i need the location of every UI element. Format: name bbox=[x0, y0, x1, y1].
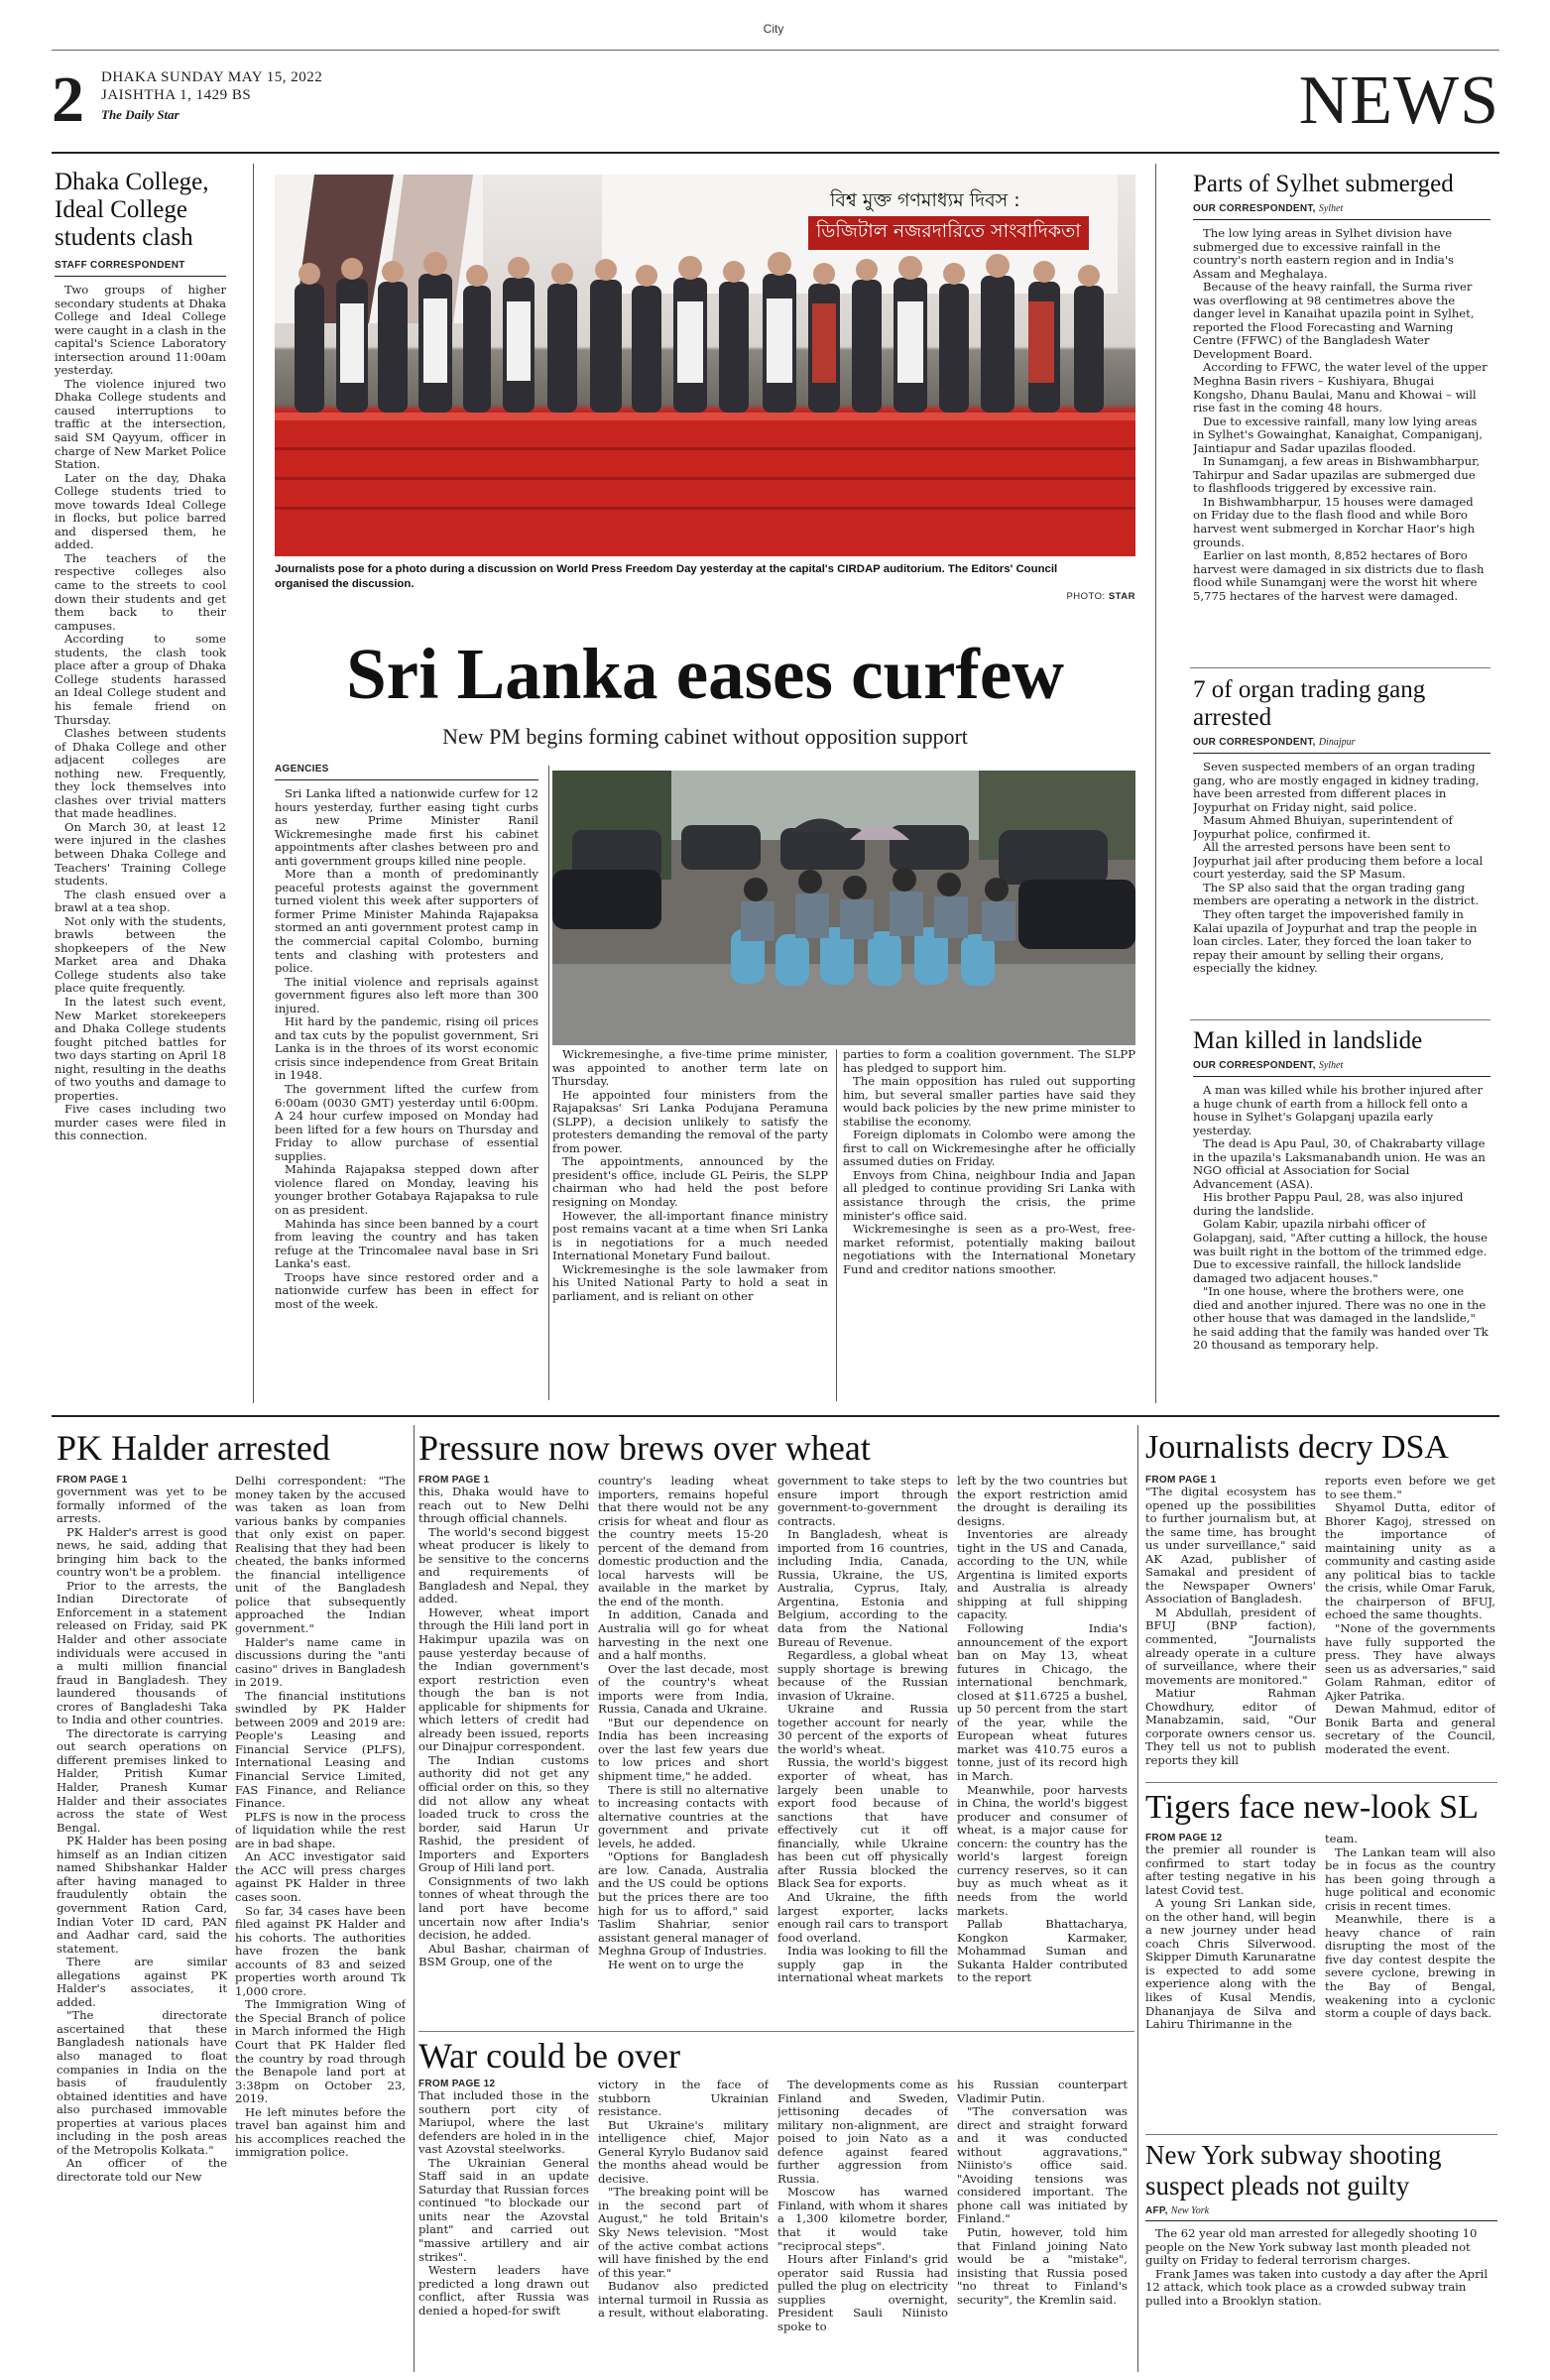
paragraph: The developments come as Finland and Sweden, jettisoning decades of military non-alignment, are poised to join Nato as a defence against feared further aggression from Russia. bbox=[777, 2079, 948, 2186]
section-title: NEWS bbox=[1298, 62, 1499, 139]
paragraph: Matiur Rahman Chowdhury, editor of Manabzamin, said, "Our corporate owners censor us. They tell us not to publish reports they kill bbox=[1145, 1686, 1316, 1767]
paragraph: reports even before we get to see them." bbox=[1325, 1475, 1495, 1501]
paragraph: So far, 34 cases have been filed against PK Halder and his cohorts. The authorities have frozen the bank accounts of 83 and seized properties worth around Tk 1,000 crore. bbox=[235, 1903, 406, 1998]
paragraph: However, wheat import through the Hili land port in Hakimpur upazila was on pause yesterday because of the Indian government's export restriction even though the ban is not applicable for shipments for which letters of credit had already been issued, reports our Dinajpur correspondent. bbox=[418, 1605, 589, 1754]
dsa-col-1 bbox=[1145, 1475, 1316, 1777]
paragraph: government to take steps to ensure import through government-to-government contracts. bbox=[777, 1475, 948, 1528]
paragraph: All the arrested persons have been sent to Joypurhat jail after producing them before a local court yesterday, said the SP Masum. bbox=[1193, 840, 1484, 882]
sri-lanka-col-1 bbox=[275, 764, 538, 1408]
paragraph: The clash ensued over a brawl at a tea shop. bbox=[55, 887, 226, 915]
paragraph: "Options for Bangladesh are low. Canada, Australia and the US could be options but the prices there are too high for us to afford," said Taslim Shahriar, senior assistant general manager of Meghna Group of Industries. bbox=[598, 1849, 769, 1959]
paragraph: this, Dhaka would have to reach out to New Delhi through official channels. bbox=[418, 1485, 589, 1526]
war-col-2 bbox=[598, 2079, 769, 2372]
article-sylhet bbox=[1193, 171, 1490, 670]
paragraph: Golam Kabir, upazila nirbahi officer of Golapganj, said, "After cutting a hillock, the house was built right in the bottom of the trimmed edge. Due to excessive rainfall, the hillock landslide damaged two adjacent houses." bbox=[1193, 1217, 1488, 1285]
paragraph: His brother Pappu Paul, 28, was also injured during the landslide. bbox=[1193, 1190, 1464, 1218]
paragraph: That included those in the southern port city of Mariupol, where the last defenders are holed in in the vast Azovstal steelworks. bbox=[418, 2088, 589, 2157]
wheat-col-4 bbox=[957, 1475, 1128, 2026]
paragraph: his Russian counterpart Vladimir Putin. bbox=[957, 2079, 1128, 2105]
photo-credit bbox=[992, 591, 1135, 602]
tigers-col-1 bbox=[1145, 1833, 1316, 2130]
paragraph: The directorate is carrying out search operations on different premises linked to Halder, Pritish Kumar Halder, Pranesh Kumar Halder and their associates across the state of West Bengal. bbox=[57, 1726, 227, 1835]
press-freedom-photo bbox=[275, 175, 1135, 556]
paragraph: The Lankan team will also be in focus as the country has been going through a huge political and economic crisis in recent times. bbox=[1325, 1844, 1495, 1913]
paragraph: Envoys from China, neighbour India and Japan all pledged to continue providing Sri Lanka with assistance through the crisis, the prime minister's office said. bbox=[843, 1167, 1135, 1223]
paragraph: "The digital ecosystem has opened up the possibilities to further journalism but, at the same time, has brought us under surveillance," said AK Azad, publisher of Samakal and president of the Newspaper Owners' Association of Bangladesh. bbox=[1145, 1485, 1316, 1606]
paragraph: Regardless, a global wheat supply shortage is brewing because of the Russian invasion of Ukraine. bbox=[777, 1648, 948, 1703]
paragraph: India was looking to fill the supply gap in the international wheat markets bbox=[777, 1944, 948, 1985]
paragraph: The low lying areas in Sylhet division have submerged due to excessive rainfall in the country's north eastern region and in India's Assam and Meghalaya. bbox=[1193, 226, 1454, 281]
paragraph: Frank James was taken into custody a day after the April 12 attack, which took place as a crowded subway train pulled into a Brooklyn station. bbox=[1145, 2266, 1489, 2308]
pk-halder-col-2 bbox=[235, 1475, 406, 2372]
paragraph: He appointed four ministers from the Rajapaksas' Sri Lanka Podujana Peramuna (SLPP), a decision unlikely to satisfy the protesters demanding the removal of the party from power. bbox=[552, 1087, 828, 1155]
paragraph: The appointments, announced by the president's office, include GL Peiris, the SLPP chairman who had held the post before resigning on Monday. bbox=[552, 1154, 828, 1210]
paragraph: Dewan Mahmud, editor of Bonik Barta and general secretary of the Council, moderated the event. bbox=[1325, 1702, 1495, 1756]
war-col-1 bbox=[418, 2079, 589, 2372]
paragraph: The initial violence and reprisals against government figures also left more than 300 injured. bbox=[275, 974, 538, 1015]
from-page: FROM PAGE 1 bbox=[57, 1475, 128, 1486]
paper-name-logo: The Daily Star bbox=[101, 107, 179, 122]
paragraph: the premier all rounder is confirmed to start today after testing negative in his latest Covid test. bbox=[1145, 1843, 1316, 1897]
paragraph: Following India's announcement of the export ban on May 13, wheat futures in Chicago, the international benchmark, closed at $11.6725 a bushel, up 50 percent from the start of the year, while the European wheat futures market was 410.75 euros a tonne, just of its record high in March. bbox=[957, 1621, 1128, 1784]
byline bbox=[1193, 737, 1490, 754]
paragraph: Foreign diplomats in Colombo were among the first to call on Wickremesinghe after he officially assumed duties on Friday. bbox=[843, 1128, 1135, 1169]
paragraph: An officer of the directorate told our New bbox=[57, 2156, 227, 2184]
paragraph: Wickremesinghe is the sole lawmaker from his United National Party to hold a seat in parliament, and is reliant on other bbox=[552, 1261, 828, 1303]
article-organ-trading bbox=[1193, 676, 1490, 1023]
paragraph: But Ukraine's military intelligence chief, Major General Kyrylo Budanov said the months ahead would be decisive. bbox=[598, 2117, 769, 2186]
paragraph: PK Halder has been posing himself as an Indian citizen named Shibshankar Halder after having managed to fraudulently obtain the government Ration Card, Indian Voter ID card, PAN and Aadhar card, said the statement. bbox=[57, 1834, 227, 1956]
paragraph: Not only with the students, brawls between the shopkeepers of the New Market area and Dhaka College students also take place quite frequently. bbox=[55, 913, 226, 996]
paragraph: The world's second biggest wheat producer is likely to be sensitive to the concerns and requirements of Bangladesh and Nepal, they added. bbox=[418, 1524, 589, 1606]
paragraph: And Ukraine, the fifth largest exporter, lacks enough rail cars to transport food overland. bbox=[777, 1889, 948, 1945]
headline: Dhaka College, Ideal College students clash bbox=[55, 169, 209, 251]
paragraph: "But our dependence on India has been increasing over the last few years due to low prices and short shipment time," he added. bbox=[598, 1715, 769, 1784]
paragraph: There is still no alternative to increasing contacts with alternative countries at the government and private levels, he added. bbox=[598, 1782, 769, 1850]
byline bbox=[1193, 203, 1490, 220]
paragraph: The Immigration Wing of the Special Branch of police in March informed the High Court that PK Halder fled the country by road through the Benapole land port at 3:38pm on October 23, 2019. bbox=[235, 1997, 406, 2106]
paragraph: A young Sri Lankan side, on the other hand, will begin a new journey under head coach Chris Silverwood. Skipper Dimuth Karunaratne is expected to add some experience along with the likes of Kusal Mendis, Dhananjaya de Silva and Lahiru Thirimanne in the bbox=[1145, 1896, 1316, 2032]
paragraph: According to FFWC, the water level of the upper Meghna Basin rivers – Kushiyara, Bhugai Kongsho, Dhanu Baulai, Manu and Khowai – will rise fast in the coming 48 hours. bbox=[1193, 360, 1488, 416]
pk-halder-headline: PK Halder arrested bbox=[57, 1428, 330, 1468]
paragraph: He left minutes before the travel ban against him and his accomplices reached the immigration police. bbox=[235, 2104, 406, 2160]
bangla-date-line: JAISHTHA 1, 1429 BS bbox=[101, 87, 252, 103]
paragraph: parties to form a coalition government. The SLPP has pledged to support him. bbox=[843, 1048, 1135, 1075]
paragraph: Meanwhile, there is a heavy chance of rain disrupting the most of the five day contest despite the severe cyclone, brewing in the Bay of Bengal, weakening into a cyclonic storm a couple of days back. bbox=[1325, 1912, 1495, 2021]
paragraph: Ukraine and Russia together account for nearly 30 percent of the exports of the world's wheat. bbox=[777, 1702, 948, 1756]
paragraph: In the latest such event, New Market storekeepers and Dhaka College students fought pitched battles for two days starting on April 18 night, resulting in the deaths of two youths and damage to properties. bbox=[55, 994, 226, 1103]
paragraph: Halder's name came in discussions during the "anti casino" drives in Bangladesh in 2019. bbox=[235, 1634, 406, 1690]
paragraph: Seven suspected members of an organ trading gang, who are mostly engaged in kidney trading, have been arrested from different places in Joypurhat on Friday night, said police. bbox=[1193, 760, 1480, 814]
paragraph: More than a month of predominantly peaceful protests against the government turned violent this week after supporters of former Prime Minister Mahinda Rajapaksa stormed an anti government protest camp in the commercial capital Colombo, burning tents and clashing with protesters and police. bbox=[275, 867, 538, 976]
paragraph: Wickremesinghe, a five-time prime minister, was appointed to another term late on Thursday. bbox=[552, 1048, 828, 1089]
paragraph: Earlier on last month, 8,852 hectares of Boro harvest were damaged in six districts due to flash flood while Sunamganj were the worst hit where 5,775 hectares of the harvest were damaged. bbox=[1193, 548, 1485, 603]
paragraph: Because of the heavy rainfall, the Surma river was overflowing at 98 centimetres above the danger level in Kanaihat upazila point in Sylhet, reported the Flood Forecasting and Warning Centre (FFWC) of the Bangladesh Water Development Board. bbox=[1193, 280, 1475, 361]
paragraph: left by the two countries but the export restriction amid the drought is derailing its designs. bbox=[957, 1475, 1128, 1528]
paragraph: Wickremesinghe is seen as a pro-West, free-market reformist, potentially making bailout negotiations with the International Monetary Fund and creditor nations smoother. bbox=[843, 1222, 1135, 1276]
paragraph: Delhi correspondent: "The money taken by the accused was taken as loan from various banks by companies that only exist on paper. Realising that they had been cheated, the banks informed the financial intelligence unit of the Bangladesh police that subsequently approached the Indian government." bbox=[235, 1475, 406, 1636]
paragraph: Clashes between students of Dhaka College and other adjacent colleges are nothing new. Frequently, they lock themselves into clashes over trivial matters that made headlines. bbox=[55, 726, 226, 821]
dsa-col-2 bbox=[1325, 1475, 1495, 1777]
paragraph: They often target the impoverished family in Kalai upazila of Joypurhat and trap the people in loan circles. Later, they forced the loan taker to repay their amount by selling their organs, especially the kidney. bbox=[1193, 907, 1478, 976]
paragraph: Sri Lanka lifted a nationwide curfew for 12 hours yesterday, further easing tight curbs as new Prime Minister Ranil Wickremesinghe made first his cabinet appointments after clashes between pro and anti government groups killed nine people. bbox=[275, 786, 538, 868]
paragraph: Meanwhile, poor harvests in China, the world's biggest producer and consumer of wheat, is a major cause for concern: the country has the world's largest foreign currency reserves, so it can buy as much wheat as it needs from the world markets. bbox=[957, 1782, 1128, 1918]
paragraph: Later on the day, Dhaka College students tried to move towards Ideal College in flocks, but police barred and dispersed them, he added. bbox=[55, 470, 226, 552]
headline: Parts of Sylhet submerged bbox=[1193, 171, 1454, 197]
article-subway bbox=[1145, 2140, 1497, 2374]
paragraph: Mahinda has since been banned by a court from leaving the country and has taken refuge at the Trincomalee naval base in Sri Lanka's east. bbox=[275, 1216, 538, 1271]
paragraph: "In one house, where the brothers were, one died and another injured. There was no one in the other house that was damaged in the landslide," he said adding that the family was handed over Tk 20 thousand as temporary help. bbox=[1193, 1284, 1489, 1353]
paragraph: Consignments of two lakh tonnes of wheat through the land port have become uncertain now after India's decision, he added. bbox=[418, 1873, 589, 1943]
page-number: 2 bbox=[52, 63, 84, 136]
paragraph: Prior to the arrests, the Indian Directorate of Enforcement in a statement released on Friday, said PK Halder and other associate individuals were accused in a multi million financial fraud in Bangladesh. They laundered thousands of crores of Bangladeshi Taka to India and other countries. bbox=[57, 1578, 227, 1727]
banner-line-1: বিশ্ব মুক্ত গণমাধ্যম দিবস : bbox=[830, 189, 1020, 211]
byline-author: AFP, bbox=[1145, 2205, 1171, 2216]
from-page: FROM PAGE 1 bbox=[1145, 1475, 1217, 1486]
sri-lanka-headline: Sri Lanka eases curfew bbox=[346, 635, 1064, 714]
paragraph: The Ukrainian General Staff said in an update Saturday that Russian forces continued "to blockade our units near the Azovstal plant" and carried out "massive artillery and air strikes". bbox=[418, 2155, 589, 2264]
paragraph: The 62 year old man arrested for allegedly shooting 10 people on the New York subway last month pleaded not guilty on Friday to federal terrorism charges. bbox=[1145, 2226, 1478, 2268]
paragraph: government was yet to be formally informed of the arrests. bbox=[57, 1485, 227, 1526]
sri-lanka-subhead: New PM begins forming cabinet without opposition support bbox=[442, 724, 968, 749]
paragraph: "The conversation was direct and straight forward and it was conducted without aggravations," Niinisto's office said. "Avoiding tensions was considered important. The phone call was initiated by Finland." bbox=[957, 2104, 1128, 2226]
paragraph: The Indian customs authority did not get any official order on this, so they did not allow any wheat loaded truck to cross the border, said Harun Ur Rashid, the president of Importers and Exporters Group of Hili land port. bbox=[418, 1752, 589, 1875]
paragraph: The dead is Apu Paul, 30, of Chakrabarty village in the upazila's Laksmanabandh union. He was an NGO official at Association for Social Advancement (ASA). bbox=[1193, 1136, 1486, 1191]
paragraph: victory in the face of stubborn Ukrainian resistance. bbox=[598, 2079, 769, 2119]
paragraph: M Abdullah, president of BFUJ (BNP faction), commented, "Journalists already operate in a culture of surveillance, where their movements are monitored." bbox=[1145, 1605, 1316, 1687]
paragraph: According to some students, the clash took place after a group of Dhaka College students harassed an Ideal College student and his female friend on Thursday. bbox=[55, 632, 226, 727]
paragraph: country's leading wheat importers, remains hopeful that there would not be any crisis for wheat and flour as the country meets 15-20 percent of the demand from domestic production and the local harvests will be available in the market by the end of the month. bbox=[598, 1475, 769, 1608]
paragraph: In Sunamganj, a few areas in Bishwambharpur, Tahirpur and Sadar upazilas are submerged due to flashfloods triggered by excessive rain. bbox=[1193, 454, 1481, 496]
pk-halder-col-1 bbox=[57, 1475, 227, 2372]
from-page: FROM PAGE 12 bbox=[1145, 1833, 1223, 1844]
byline-author: OUR CORRESPONDENT, bbox=[1193, 203, 1319, 214]
paragraph: The main opposition has ruled out supporting him, but several smaller parties have said they would back policies by the new prime minister to stabilise the economy. bbox=[843, 1074, 1135, 1129]
paragraph: The government lifted the curfew from 6:00am (0030 GMT) yesterday until 6:00pm. A 24 hour curfew imposed on Monday had been lifted for a few hours on Thursday and Friday to allow purchase of essential supplies. bbox=[275, 1082, 538, 1163]
paragraph: In addition, Canada and Australia will go for wheat harvesting in the next one and a half months. bbox=[598, 1607, 769, 1663]
paragraph: Budanov also predicted internal turmoil in Russia as a result, without elaborating. bbox=[598, 2279, 769, 2320]
paragraph: Russia, the world's biggest exporter of wheat, has largely been unable to export food because of sanctions that have effectively cut it off financially, while Ukraine has been cut off physically after Russia blocked the Black Sea for exports. bbox=[777, 1755, 948, 1891]
paragraph: The SP also said that the organ trading gang members are operating a network in the district. bbox=[1193, 880, 1480, 908]
tigers-headline: Tigers face new-look SL bbox=[1145, 1789, 1479, 1826]
paragraph: Due to excessive rainfall, many low lying areas in Sylhet's Gowainghat, Kanaighat, Companiganj, Jaintiapur and Sadar upazilas flooded. bbox=[1193, 414, 1483, 455]
paragraph: Hours after Finland's grid operator said Russia had pulled the plug on electricity supplies overnight, President Sauli Niinisto spoke to bbox=[777, 2252, 948, 2333]
protest-photo bbox=[552, 771, 1135, 1045]
byline-location: New York bbox=[1170, 2205, 1210, 2216]
byline-location: Sylhet bbox=[1318, 1060, 1344, 1071]
headline: Man killed in landslide bbox=[1193, 1027, 1423, 1054]
paragraph: Five cases including two murder cases were filed in this connection. bbox=[55, 1102, 226, 1143]
tigers-col-2 bbox=[1325, 1833, 1495, 2130]
paragraph: Abul Bashar, chairman of BSM Group, one of the bbox=[418, 1941, 589, 1969]
byline-author: OUR CORRESPONDENT, bbox=[1193, 1060, 1319, 1071]
paragraph: Two groups of higher secondary students at Dhaka College and Ideal College were caught in a clash in the capital's Science Laboratory intersection around 11:00am yesterday. bbox=[55, 283, 226, 378]
paragraph: Mahinda Rajapaksa stepped down after violence flared on Monday, leaving his younger brother Gotabaya Rajapaksa to rule on as president. bbox=[275, 1162, 538, 1217]
paragraph: Shyamol Dutta, editor of Bhorer Kagoj, stressed on the importance of maintaining unity as a community and casting aside any political bias to tackle the crisis, while Omar Faruk, the chairperson of BFUJ, echoed the same thoughts. bbox=[1325, 1500, 1495, 1622]
wheat-col-2 bbox=[598, 1475, 769, 2026]
article-landslide bbox=[1193, 1027, 1490, 1404]
paragraph: Putin, however, told him that Finland joining Nato would be a "mistake", insisting that Russia posed "no threat to Finland's security", the Kremlin said. bbox=[957, 2225, 1128, 2307]
byline: STAFF CORRESPONDENT bbox=[55, 260, 226, 277]
paragraph: There are similar allegations against PK Halder's associates, it added. bbox=[57, 1955, 227, 2009]
sri-lanka-col-2 bbox=[552, 1048, 828, 1410]
paragraph: PLFS is now in the process of liquidation while the rest are in bad shape. bbox=[235, 1809, 406, 1850]
headline: 7 of organ trading gang arrested bbox=[1193, 676, 1426, 731]
war-col-3 bbox=[777, 2079, 948, 2372]
paragraph: In Bangladesh, wheat is imported from 16 countries, including India, Canada, Russia, Ukraine, the US, Australia, Cyprus, Italy, Argentina, Estonia and Belgium, according to the data from the National Bureau of Revenue. bbox=[777, 1527, 948, 1649]
paragraph: Over the last decade, most of the country's wheat imports were from India, Russia, Canada and Ukraine. bbox=[598, 1661, 769, 1717]
byline bbox=[1193, 1060, 1490, 1077]
war-col-4 bbox=[957, 2079, 1128, 2372]
paragraph: Moscow has warned Finland, with whom it shares a 1,300 kilometre border, that it would take "reciprocal steps". bbox=[777, 2185, 948, 2253]
paragraph: PK Halder's arrest is good news, he said, adding that bringing him back to the country won't be a problem. bbox=[57, 1524, 227, 1580]
article-dhaka-college bbox=[55, 169, 226, 1403]
paragraph: The violence injured two Dhaka College students and caused interruptions to traffic at the intersection, said SM Qayyum, officer in charge of New Market Police Station. bbox=[55, 376, 226, 472]
paragraph: The teachers of the respective colleges also came to the streets to cool down their students and get them back to their campuses. bbox=[55, 550, 226, 633]
paragraph: "The breaking point will be in the second part of August," he told Britain's Sky News television. "Most of the active combat actions will have finished by the end of this year." bbox=[598, 2185, 769, 2280]
paragraph: Hit hard by the pandemic, rising oil prices and tax cuts by the populist government, Sri Lanka is in the throes of its worst economic crisis since independence from Great Britain in 1948. bbox=[275, 1014, 538, 1083]
wheat-col-3 bbox=[777, 1475, 948, 2026]
sri-lanka-col-3 bbox=[843, 1048, 1135, 1410]
photo-caption: Journalists pose for a photo during a discussion on World Press Freedom Day yesterday at the capital's CIRDAP auditorium. The Editors' Council organised the discussion. bbox=[275, 563, 1058, 590]
byline: AGENCIES bbox=[275, 764, 538, 780]
from-page: FROM PAGE 12 bbox=[418, 2079, 496, 2089]
paragraph: A man was killed while his brother injured after a huge chunk of earth from a hillock fell onto a house in Sylhet's Golapganj upazila early yesterday. bbox=[1193, 1083, 1484, 1137]
headline: New York subway shooting suspect pleads not guilty bbox=[1145, 2140, 1442, 2201]
war-headline: War could be over bbox=[418, 2036, 680, 2076]
paragraph: However, the all-important finance ministry post remains vacant at a time when Sri Lanka is in negotiations for a much needed International Monetary Fund bailout. bbox=[552, 1208, 828, 1263]
dsa-headline: Journalists decry DSA bbox=[1145, 1429, 1449, 1466]
date-line: DHAKA SUNDAY MAY 15, 2022 bbox=[101, 69, 323, 85]
paragraph: Troops have since restored order and a nationwide curfew has been in effect for most of the week. bbox=[275, 1269, 538, 1311]
section-label: City bbox=[763, 22, 784, 36]
paragraph: On March 30, at least 12 were injured in the clashes between Dhaka College and Teachers' Training College students. bbox=[55, 819, 226, 889]
paragraph: "None of the governments have fully supported the press. They have always seen us as adversaries," said Golam Rahman, editor of Ajker Patrika. bbox=[1325, 1621, 1495, 1703]
paragraph: An ACC investigator said the ACC will press charges against PK Halder in three cases soon. bbox=[235, 1849, 406, 1904]
paragraph: Masum Ahmed Bhuiyan, superintendent of Joypurhat police, confirmed it. bbox=[1193, 813, 1453, 841]
paragraph: "The directorate ascertained that these Bangladesh nationals have also managed to float companies in India on the basis of fraudulently obtained identities and have also purchased immovable properties at various places including in the posh areas of the Metropolis Kolkata." bbox=[57, 2008, 227, 2157]
protest-scene bbox=[552, 771, 1135, 1045]
photo-credit-label: PHOTO: bbox=[1066, 591, 1109, 602]
paragraph: Western leaders have predicted a long drawn out conflict, after Russia was denied a hoped-for swift bbox=[418, 2263, 589, 2318]
paragraph: team. bbox=[1325, 1833, 1359, 1845]
byline-author: OUR CORRESPONDENT, bbox=[1193, 737, 1319, 748]
banner-line-2: ডিজিটাল নজরদারিতে সাংবাদিকতা bbox=[808, 216, 1089, 250]
paragraph: Pallab Bhattacharya, Kongkon Karmaker, Mohammad Suman and Sukanta Halder contributed to the report bbox=[957, 1917, 1128, 1985]
from-page: FROM PAGE 1 bbox=[418, 1475, 490, 1486]
paragraph: Inventories are already tight in the US and Canada, according to the UN, while Argentina is limited exports and Australia is already shipping at full shipping capacity. bbox=[957, 1527, 1128, 1622]
byline bbox=[1145, 2205, 1497, 2216]
wheat-headline: Pressure now brews over wheat bbox=[418, 1428, 871, 1468]
wheat-col-1 bbox=[418, 1475, 589, 2026]
byline-location: Sylhet bbox=[1318, 203, 1344, 214]
paragraph: The financial institutions swindled by PK Halder between 2009 and 2019 are: People's Leasing and Financial Service (PLFS), International Leasing and Financial Service Limited, FAS Finance, and Reliance Finance. bbox=[235, 1688, 406, 1811]
paragraph: In Bishwambharpur, 15 houses were damaged on Friday due to the flash flood and while Boro harvest went submerged in Korchar Haor's high grounds. bbox=[1193, 494, 1476, 549]
photo-credit-source: STAR bbox=[1108, 591, 1135, 602]
paragraph: He went on to urge the bbox=[608, 1957, 744, 1971]
masthead bbox=[52, 62, 1499, 149]
byline-location: Dinajpur bbox=[1318, 737, 1356, 748]
